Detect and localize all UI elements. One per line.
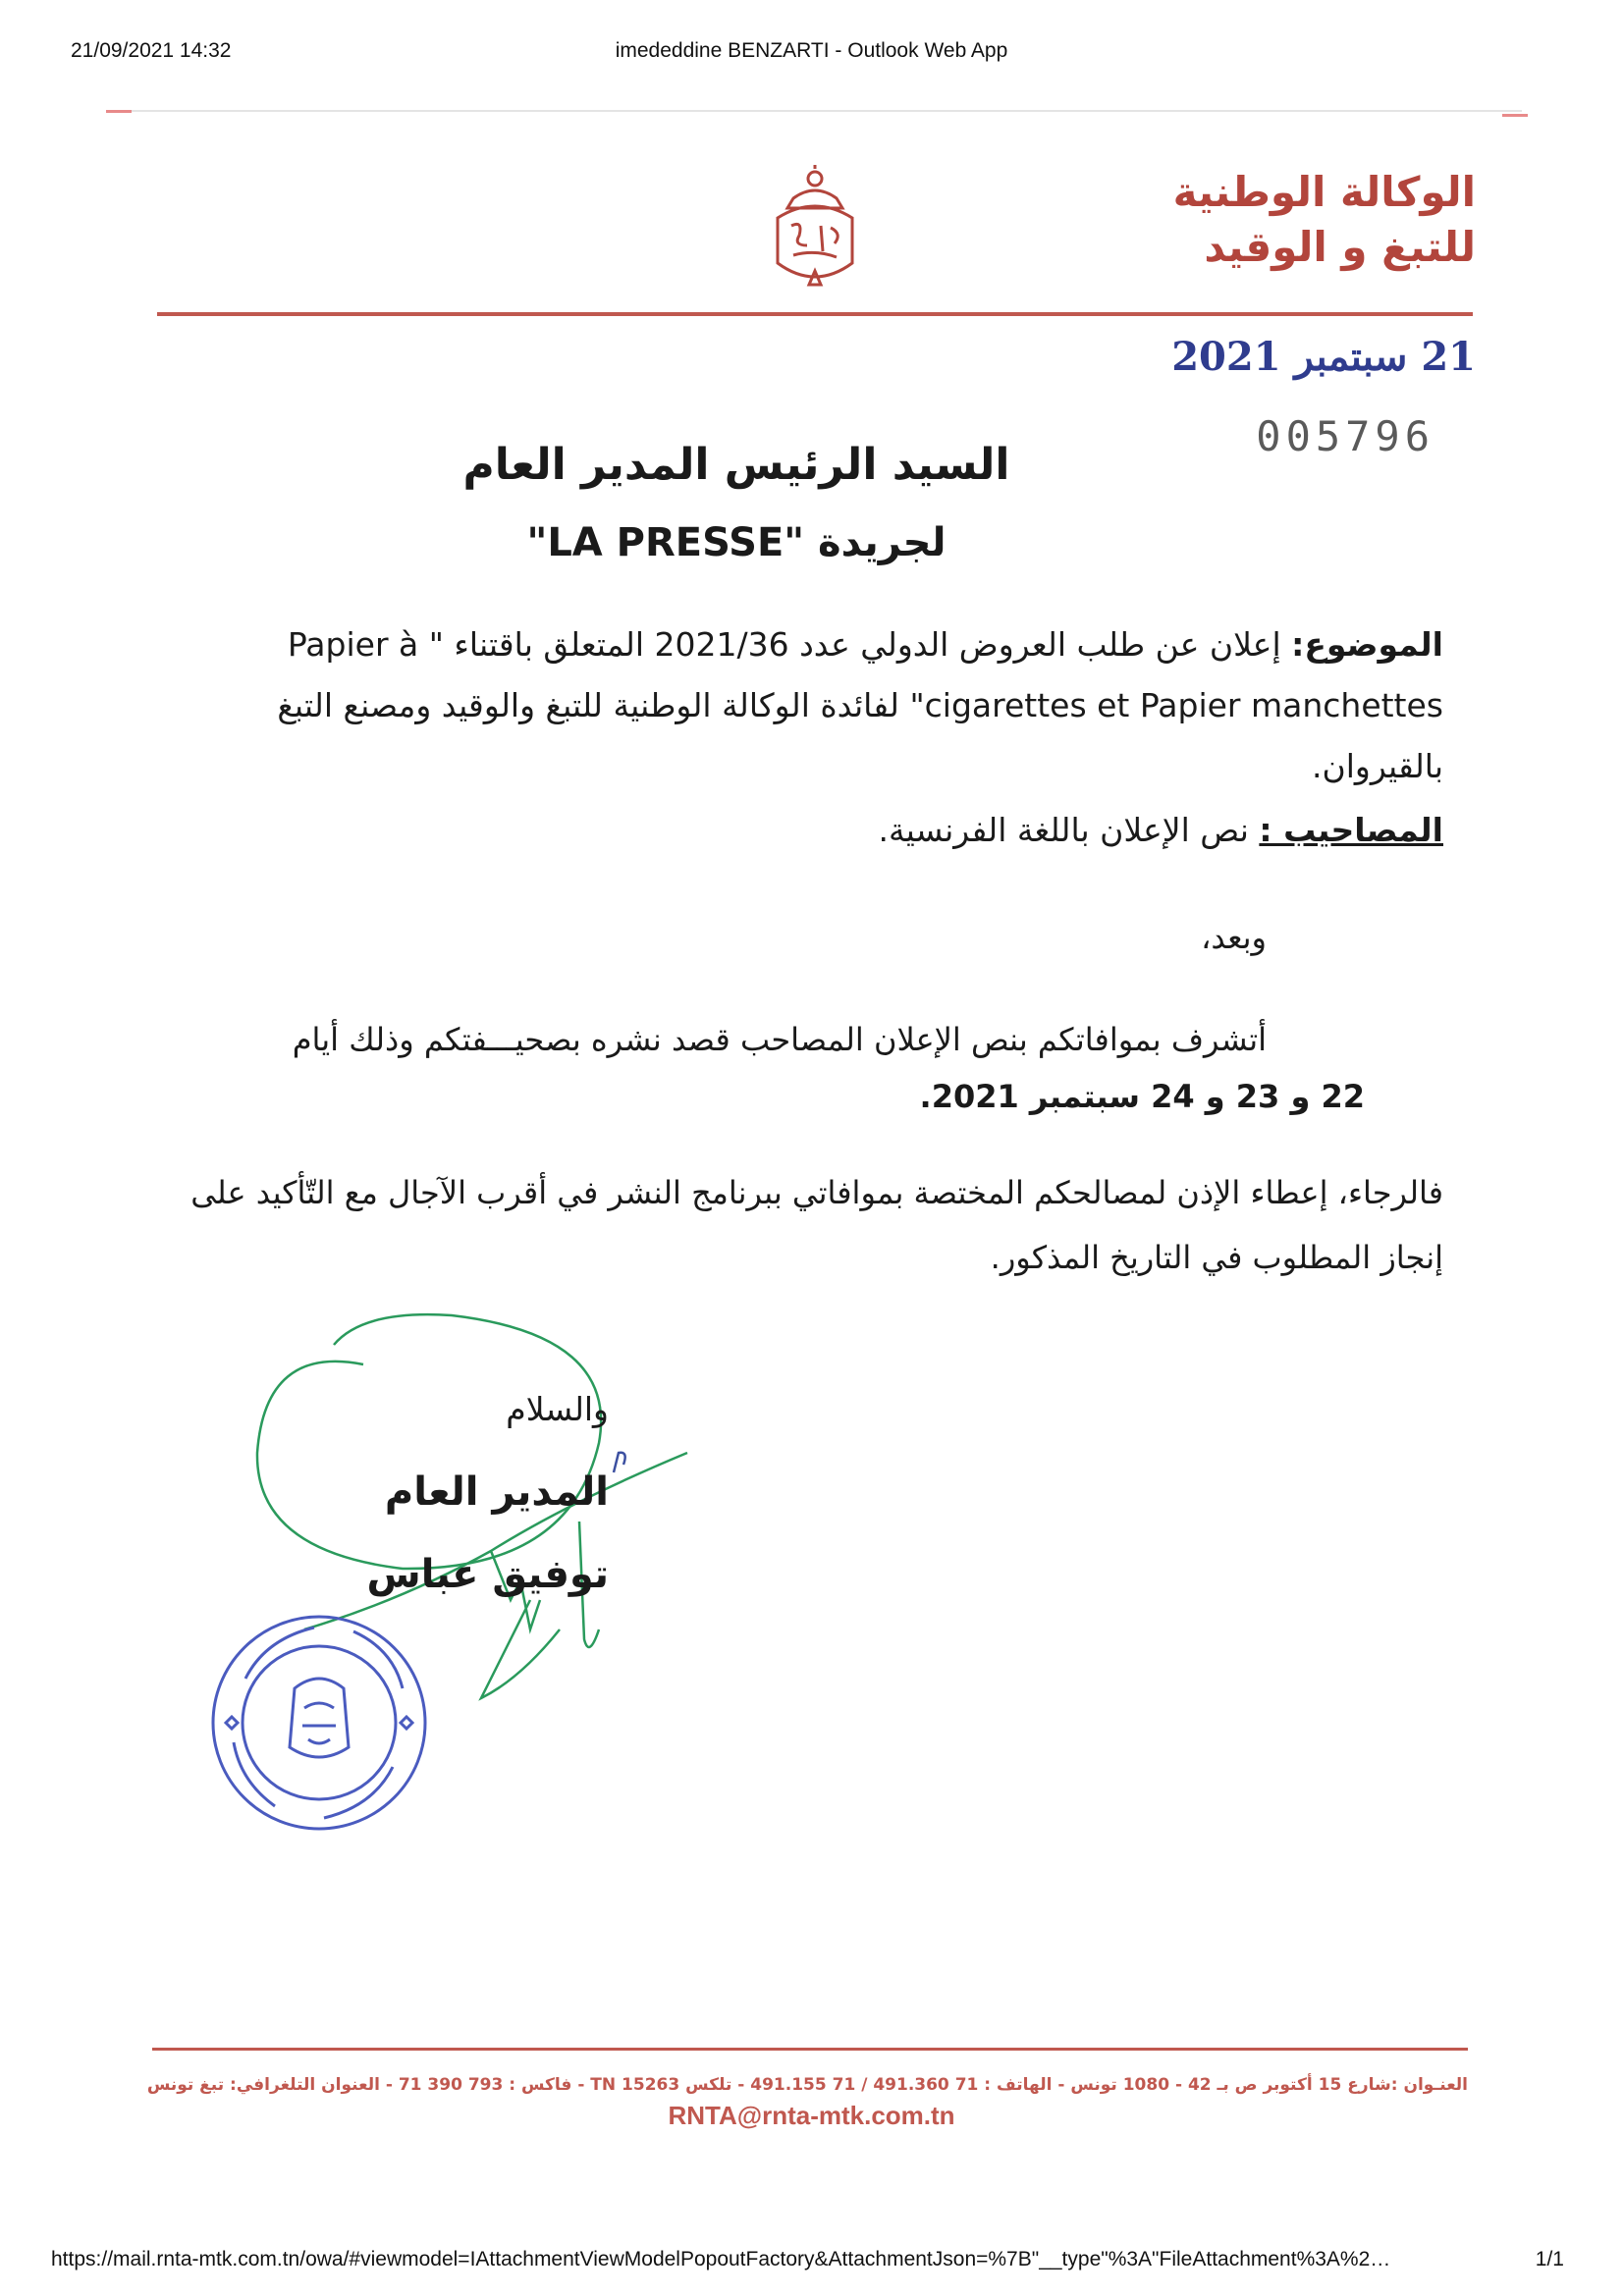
subject-block — [157, 614, 1443, 797]
date-stamp: 21 سبتمبر 2021 — [1171, 334, 1476, 380]
letterhead-divider — [157, 312, 1473, 316]
recipient-line1: السيد الرئيس المدير العام — [462, 440, 1010, 490]
signatory-name: توفيق عباس — [366, 1552, 609, 1597]
print-page-number: 1/1 — [1535, 2248, 1564, 2270]
closing-block — [295, 1368, 609, 1616]
print-url: https://mail.rnta-mtk.com.tn/owa/#viewmodel=IAttachmentViewModelPopoutFactory&AttachmentJson=%7B"__type"%3A"FileAttachment%3A%2… — [51, 2248, 1391, 2270]
crop-mark-right — [1502, 114, 1528, 117]
body-paragraph-2: فالرجاء، إعطاء الإذن لمصالحكم المختصة بموافاتي ببرنامج النشر في أقرب الآجال مع التّأكيد على إنجاز المطلوب في التاريخ المذكور. — [190, 1174, 1443, 1276]
print-title: imededdine BENZARTI - Outlook Web App — [615, 39, 1008, 62]
agency-name — [1063, 165, 1476, 275]
print-header — [0, 39, 1623, 69]
print-timestamp: 21/09/2021 14:32 — [71, 39, 232, 62]
registration-number-stamp: 005796 — [1256, 412, 1434, 460]
recipient-line2: لجريدة "LA PRESSE" — [526, 520, 947, 565]
footer-divider — [152, 2048, 1468, 2051]
signatory-title: المدير العام — [384, 1469, 609, 1515]
agency-emblem-icon — [764, 165, 866, 291]
attachments-label: المصاحيب : — [1259, 811, 1443, 849]
agency-name-line1: الوكالة الوطنية — [1172, 168, 1476, 216]
top-divider — [108, 110, 1522, 112]
subject-text: إعلان عن طلب العروض الدولي عدد 2021/36 المتعلق باقتناء " Papier à cigarettes et Papier manchettes" لفائدة الوكالة الوطنية للتبغ والوقيد ومصنع التبغ بالقيروان. — [277, 625, 1443, 785]
subject-label: الموضوع: — [1291, 625, 1443, 664]
closing-regards: والسلام — [506, 1390, 609, 1428]
attachments-text: نص الإعلان باللغة الفرنسية. — [878, 811, 1249, 849]
footer-address: العنـوان :شارع 15 أكتوبر ص بـ 42 - 1080 تونس - الهاتف : 71 491.360 / 71 491.155 - تلكس TN 15263 - فاكس : 793 390 71 - العنوان التلغرافي: تبغ تونس — [146, 2075, 1468, 2095]
body-paragraph-1: أتشرف بموافاتكم بنص الإعلان المصاحب قصد نشره بصحيـــفتكم وذلك أيام — [292, 1021, 1267, 1058]
footer-email: RNTA@rnta-mtk.com.tn — [668, 2101, 955, 2130]
publication-dates: 22 و 23 و 24 سبتمبر 2021. — [919, 1078, 1365, 1115]
salutation: وبعد، — [1201, 919, 1267, 956]
agency-name-line2: للتبغ و الوقيد — [1204, 223, 1476, 271]
crop-mark-left — [106, 110, 132, 113]
official-seal-icon — [206, 1610, 432, 1836]
attachments-block — [157, 811, 1443, 849]
